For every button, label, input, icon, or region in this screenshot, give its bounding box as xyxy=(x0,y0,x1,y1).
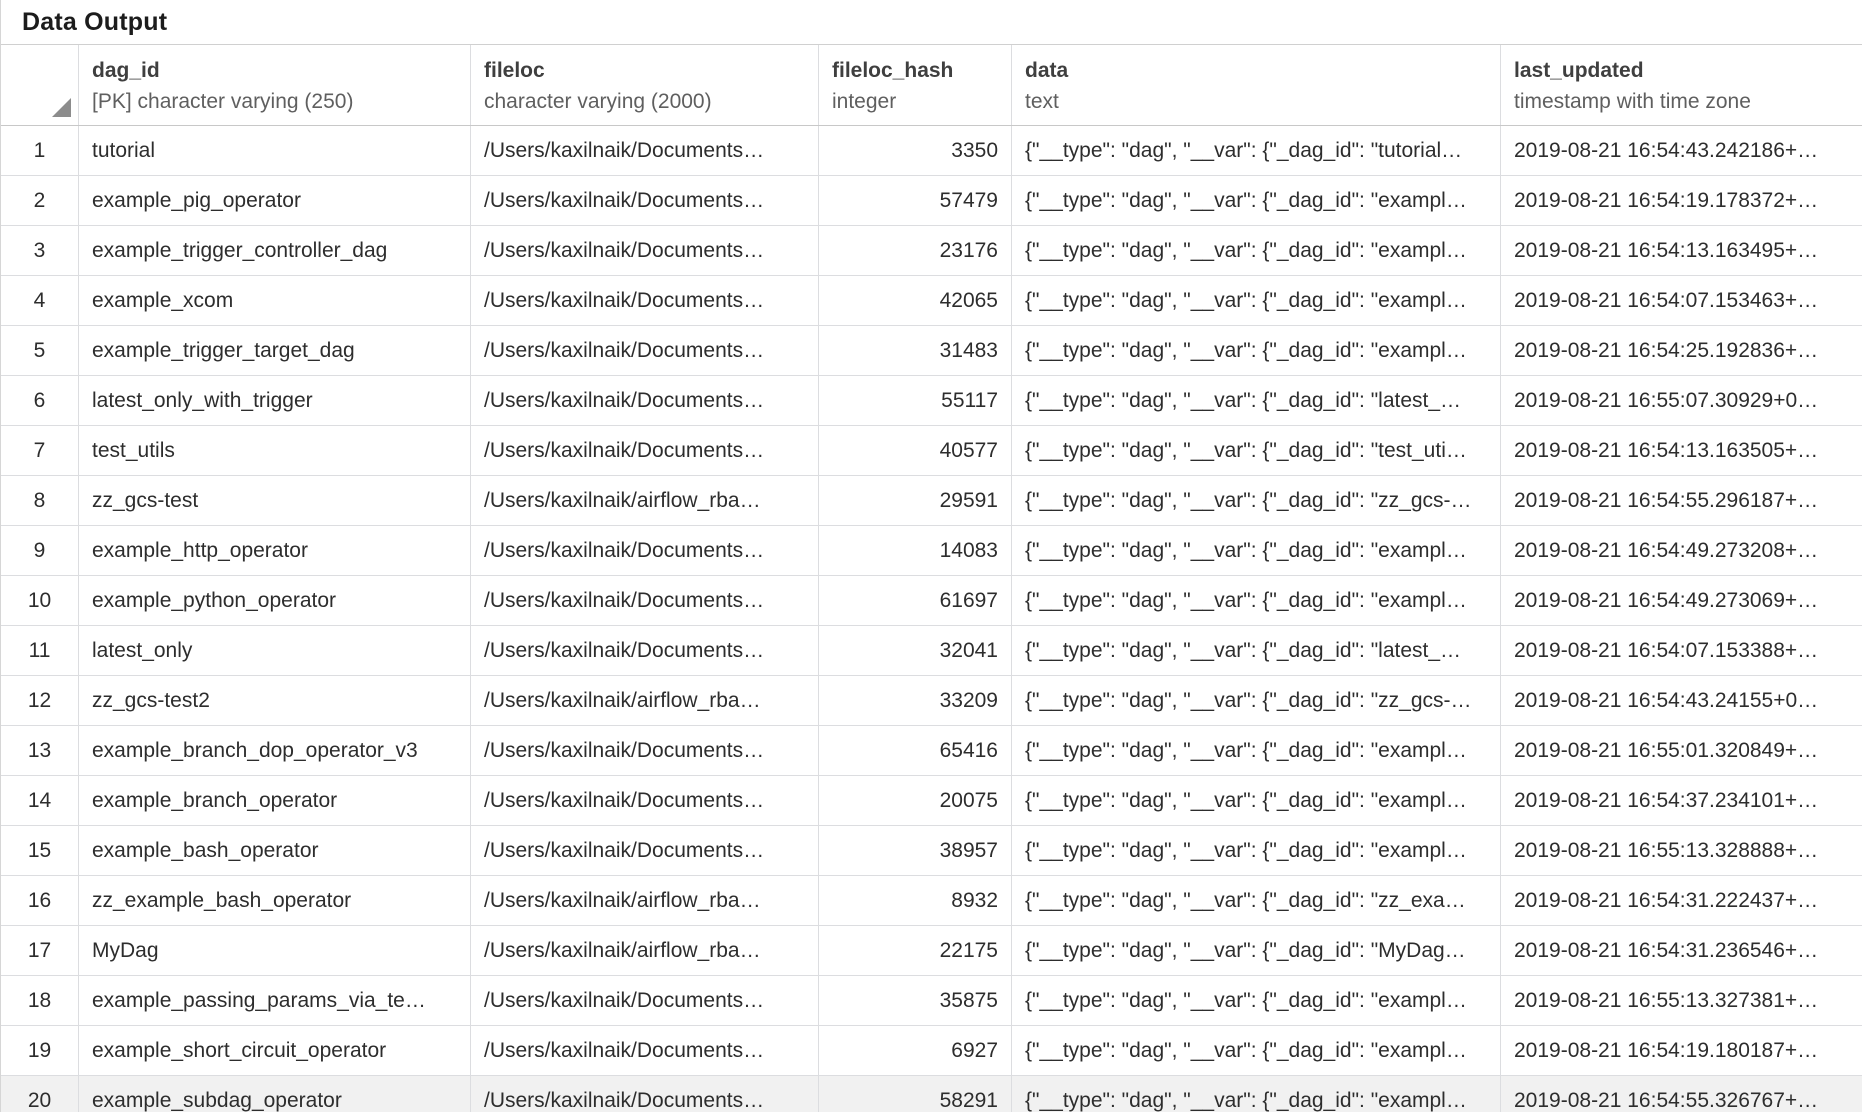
cell-dag_id[interactable]: latest_only_with_trigger xyxy=(79,376,471,425)
cell-fileloc[interactable]: /Users/kaxilnaik/Documents… xyxy=(471,126,819,175)
cell-updated[interactable]: 2019-08-21 16:55:13.328888+… xyxy=(1514,839,1819,862)
cell-data[interactable]: {"__type": "dag", "__var": {"_dag_id": "exampl… xyxy=(1012,1076,1501,1112)
cell-hash[interactable]: 31483 xyxy=(819,326,1012,375)
cell-data[interactable]: {"__type": "dag", "__var": {"_dag_id": "exampl… xyxy=(1012,776,1501,825)
column-name: fileloc xyxy=(484,59,545,82)
cell-data[interactable]: {"__type": "dag", "__var": {"_dag_id": "exampl… xyxy=(1012,576,1501,625)
row-number-cell[interactable]: 20 xyxy=(1,1076,79,1112)
column-header-last_updated[interactable] xyxy=(1501,45,1862,125)
column-type: character varying (2000) xyxy=(484,90,712,113)
column-name: fileloc_hash xyxy=(832,59,954,82)
column-name: last_updated xyxy=(1514,59,1644,82)
cell-dag_id[interactable]: example_branch_dop_operator_v3 xyxy=(79,726,471,775)
row-number-cell[interactable]: 12 xyxy=(1,676,79,725)
table-row xyxy=(1,376,1862,426)
cell-updated[interactable]: 2019-08-21 16:54:31.236546+… xyxy=(1514,939,1819,962)
cell-fileloc[interactable]: /Users/kaxilnaik/Documents… xyxy=(471,1076,819,1112)
row-number-cell[interactable]: 8 xyxy=(1,476,79,525)
column-name: data xyxy=(1025,59,1069,82)
table-row xyxy=(1,276,1862,326)
panel-title-bar xyxy=(1,0,1862,45)
cell-fileloc[interactable]: /Users/kaxilnaik/Documents… xyxy=(471,226,819,275)
cell-data[interactable]: {"__type": "dag", "__var": {"_dag_id": "latest_… xyxy=(1012,626,1501,675)
cell-hash[interactable]: 20075 xyxy=(819,776,1012,825)
table-row xyxy=(1,626,1862,676)
cell-fileloc[interactable]: /Users/kaxilnaik/Documents… xyxy=(471,176,819,225)
cell-hash[interactable]: 38957 xyxy=(819,826,1012,875)
cell-updated[interactable]: 2019-08-21 16:55:01.320849+… xyxy=(1514,739,1819,762)
cell-updated[interactable]: 2019-08-21 16:54:07.153463+… xyxy=(1514,289,1819,312)
cell-data[interactable]: {"__type": "dag", "__var": {"_dag_id": "exampl… xyxy=(1012,526,1501,575)
cell-fileloc[interactable]: /Users/kaxilnaik/airflow_rba… xyxy=(471,676,819,725)
column-type: integer xyxy=(832,90,897,113)
cell-dag_id[interactable]: latest_only xyxy=(79,626,471,675)
cell-updated[interactable]: 2019-08-21 16:54:31.222437+… xyxy=(1514,889,1819,912)
cell-dag_id[interactable]: example_subdag_operator xyxy=(79,1076,471,1112)
cell-hash[interactable]: 61697 xyxy=(819,576,1012,625)
cell-hash[interactable]: 55117 xyxy=(819,376,1012,425)
cell-data[interactable]: {"__type": "dag", "__var": {"_dag_id": "zz_exa… xyxy=(1012,876,1501,925)
cell-updated[interactable]: 2019-08-21 16:54:49.273208+… xyxy=(1514,539,1819,562)
cell-fileloc[interactable]: /Users/kaxilnaik/Documents… xyxy=(471,276,819,325)
column-type: text xyxy=(1025,90,1059,113)
cell-dag_id[interactable]: example_http_operator xyxy=(79,526,471,575)
cell-dag_id[interactable]: test_utils xyxy=(79,426,471,475)
table-row xyxy=(1,676,1862,726)
row-number-cell[interactable]: 6 xyxy=(1,376,79,425)
cell-updated[interactable]: 2019-08-21 16:54:19.180187+… xyxy=(1514,1039,1819,1062)
row-number-cell[interactable]: 15 xyxy=(1,826,79,875)
table-row xyxy=(1,126,1862,176)
row-number-cell[interactable]: 9 xyxy=(1,526,79,575)
cell-updated[interactable]: 2019-08-21 16:54:49.273069+… xyxy=(1514,589,1819,612)
column-name: dag_id xyxy=(92,59,160,82)
table-row xyxy=(1,926,1862,976)
cell-fileloc[interactable]: /Users/kaxilnaik/Documents… xyxy=(471,626,819,675)
cell-hash[interactable]: 33209 xyxy=(819,676,1012,725)
cell-updated[interactable]: 2019-08-21 16:54:43.24155+0… xyxy=(1514,689,1819,712)
table-row xyxy=(1,876,1862,926)
table-row xyxy=(1,776,1862,826)
cell-hash[interactable]: 3350 xyxy=(819,126,1012,175)
table-row xyxy=(1,976,1862,1026)
cell-hash[interactable]: 42065 xyxy=(819,276,1012,325)
cell-dag_id[interactable]: example_short_circuit_operator xyxy=(79,1026,471,1075)
cell-dag_id[interactable]: tutorial xyxy=(79,126,471,175)
cell-data[interactable]: {"__type": "dag", "__var": {"_dag_id": "exampl… xyxy=(1012,176,1501,225)
cell-data[interactable]: {"__type": "dag", "__var": {"_dag_id": "tutorial… xyxy=(1012,126,1501,175)
grid-rows xyxy=(1,126,1862,1112)
select-all-cell[interactable] xyxy=(1,45,79,125)
cell-hash[interactable]: 57479 xyxy=(819,176,1012,225)
cell-hash[interactable]: 35875 xyxy=(819,976,1012,1025)
cell-fileloc[interactable]: /Users/kaxilnaik/Documents… xyxy=(471,376,819,425)
cell-hash[interactable]: 6927 xyxy=(819,1026,1012,1075)
cell-fileloc[interactable]: /Users/kaxilnaik/airflow_rba… xyxy=(471,476,819,525)
row-number-cell[interactable]: 4 xyxy=(1,276,79,325)
cell-updated[interactable]: 2019-08-21 16:54:19.178372+… xyxy=(1514,189,1819,212)
row-number-cell[interactable]: 17 xyxy=(1,926,79,975)
cell-updated[interactable]: 2019-08-21 16:54:07.153388+… xyxy=(1514,639,1819,662)
row-number-cell[interactable]: 2 xyxy=(1,176,79,225)
cell-hash[interactable]: 32041 xyxy=(819,626,1012,675)
row-number-cell[interactable]: 10 xyxy=(1,576,79,625)
cell-dag_id[interactable]: example_pig_operator xyxy=(79,176,471,225)
row-number-cell[interactable]: 5 xyxy=(1,326,79,375)
cell-updated[interactable]: 2019-08-21 16:54:13.163495+… xyxy=(1514,239,1819,262)
row-number-cell[interactable]: 3 xyxy=(1,226,79,275)
cell-data[interactable]: {"__type": "dag", "__var": {"_dag_id": "exampl… xyxy=(1012,1026,1501,1075)
cell-updated[interactable]: 2019-08-21 16:54:37.234101+… xyxy=(1514,789,1819,812)
table-row xyxy=(1,526,1862,576)
column-header-fileloc[interactable] xyxy=(471,45,819,125)
cell-fileloc[interactable]: /Users/kaxilnaik/Documents… xyxy=(471,426,819,475)
row-number-cell[interactable]: 16 xyxy=(1,876,79,925)
row-number-cell[interactable]: 14 xyxy=(1,776,79,825)
cell-fileloc[interactable]: /Users/kaxilnaik/Documents… xyxy=(471,576,819,625)
cell-data[interactable]: {"__type": "dag", "__var": {"_dag_id": "exampl… xyxy=(1012,326,1501,375)
column-type: [PK] character varying (250) xyxy=(92,90,354,113)
cell-data[interactable]: {"__type": "dag", "__var": {"_dag_id": "exampl… xyxy=(1012,726,1501,775)
cell-updated[interactable]: 2019-08-21 16:54:25.192836+… xyxy=(1514,339,1819,362)
cell-fileloc[interactable]: /Users/kaxilnaik/Documents… xyxy=(471,726,819,775)
row-number-cell[interactable]: 19 xyxy=(1,1026,79,1075)
table-row xyxy=(1,826,1862,876)
cell-updated[interactable]: 2019-08-21 16:54:43.242186+… xyxy=(1514,139,1819,162)
cell-fileloc[interactable]: /Users/kaxilnaik/Documents… xyxy=(471,776,819,825)
cell-fileloc[interactable]: /Users/kaxilnaik/Documents… xyxy=(471,326,819,375)
row-number-cell[interactable]: 18 xyxy=(1,976,79,1025)
column-type: timestamp with time zone xyxy=(1514,90,1751,113)
cell-dag_id[interactable]: example_trigger_controller_dag xyxy=(79,226,471,275)
cell-hash[interactable]: 23176 xyxy=(819,226,1012,275)
cell-data[interactable]: {"__type": "dag", "__var": {"_dag_id": "MyDag… xyxy=(1012,926,1501,975)
cell-dag_id[interactable]: example_branch_operator xyxy=(79,776,471,825)
cell-data[interactable]: {"__type": "dag", "__var": {"_dag_id": "latest_… xyxy=(1012,376,1501,425)
cell-dag_id[interactable]: example_xcom xyxy=(79,276,471,325)
cell-data[interactable]: {"__type": "dag", "__var": {"_dag_id": "exampl… xyxy=(1012,276,1501,325)
cell-dag_id[interactable]: example_bash_operator xyxy=(79,826,471,875)
cell-updated[interactable]: 2019-08-21 16:55:13.327381+… xyxy=(1514,989,1819,1012)
table-row xyxy=(1,326,1862,376)
cell-data[interactable]: {"__type": "dag", "__var": {"_dag_id": "zz_gcs-… xyxy=(1012,676,1501,725)
column-header-dag_id[interactable] xyxy=(79,45,471,125)
cell-fileloc[interactable]: /Users/kaxilnaik/Documents… xyxy=(471,526,819,575)
cell-dag_id[interactable]: zz_example_bash_operator xyxy=(79,876,471,925)
cell-fileloc[interactable]: /Users/kaxilnaik/Documents… xyxy=(471,1026,819,1075)
cell-updated[interactable]: 2019-08-21 16:55:07.30929+0… xyxy=(1514,389,1819,412)
cell-dag_id[interactable]: zz_gcs-test2 xyxy=(79,676,471,725)
table-row xyxy=(1,176,1862,226)
cell-updated[interactable]: 2019-08-21 16:54:13.163505+… xyxy=(1514,439,1819,462)
cell-hash[interactable]: 29591 xyxy=(819,476,1012,525)
cell-data[interactable]: {"__type": "dag", "__var": {"_dag_id": "exampl… xyxy=(1012,826,1501,875)
cell-dag_id[interactable]: example_passing_params_via_te… xyxy=(79,976,471,1025)
select-all-triangle-icon xyxy=(52,98,71,117)
cell-data[interactable]: {"__type": "dag", "__var": {"_dag_id": "zz_gcs-… xyxy=(1012,476,1501,525)
cell-dag_id[interactable]: MyDag xyxy=(79,926,471,975)
column-header-data[interactable] xyxy=(1012,45,1501,125)
cell-hash[interactable]: 22175 xyxy=(819,926,1012,975)
grid-header-row xyxy=(1,45,1862,126)
cell-fileloc[interactable]: /Users/kaxilnaik/Documents… xyxy=(471,826,819,875)
results-grid xyxy=(1,45,1862,1112)
cell-fileloc[interactable]: /Users/kaxilnaik/airflow_rba… xyxy=(471,926,819,975)
cell-hash[interactable]: 8932 xyxy=(819,876,1012,925)
cell-dag_id[interactable]: zz_gcs-test xyxy=(79,476,471,525)
cell-hash[interactable]: 65416 xyxy=(819,726,1012,775)
cell-fileloc[interactable]: /Users/kaxilnaik/airflow_rba… xyxy=(471,876,819,925)
cell-data[interactable]: {"__type": "dag", "__var": {"_dag_id": "test_uti… xyxy=(1012,426,1501,475)
table-row xyxy=(1,426,1862,476)
table-row xyxy=(1,226,1862,276)
table-row xyxy=(1,576,1862,626)
panel-title-tab[interactable]: Data Output xyxy=(22,7,168,36)
table-row xyxy=(1,476,1862,526)
cell-hash[interactable]: 40577 xyxy=(819,426,1012,475)
cell-updated[interactable]: 2019-08-21 16:54:55.296187+… xyxy=(1514,489,1819,512)
cell-hash[interactable]: 14083 xyxy=(819,526,1012,575)
table-row xyxy=(1,726,1862,776)
column-header-fileloc_hash[interactable] xyxy=(819,45,1012,125)
row-number-cell[interactable]: 13 xyxy=(1,726,79,775)
table-row xyxy=(1,1026,1862,1076)
cell-data[interactable]: {"__type": "dag", "__var": {"_dag_id": "exampl… xyxy=(1012,976,1501,1025)
row-number-cell[interactable]: 11 xyxy=(1,626,79,675)
cell-hash[interactable]: 58291 xyxy=(819,1076,1012,1112)
row-number-cell[interactable]: 1 xyxy=(1,126,79,175)
cell-data[interactable]: {"__type": "dag", "__var": {"_dag_id": "exampl… xyxy=(1012,226,1501,275)
row-number-cell[interactable]: 7 xyxy=(1,426,79,475)
cell-dag_id[interactable]: example_python_operator xyxy=(79,576,471,625)
table-row xyxy=(1,1076,1862,1112)
cell-fileloc[interactable]: /Users/kaxilnaik/Documents… xyxy=(471,976,819,1025)
cell-updated[interactable]: 2019-08-21 16:54:55.326767+… xyxy=(1514,1089,1819,1112)
cell-dag_id[interactable]: example_trigger_target_dag xyxy=(79,326,471,375)
